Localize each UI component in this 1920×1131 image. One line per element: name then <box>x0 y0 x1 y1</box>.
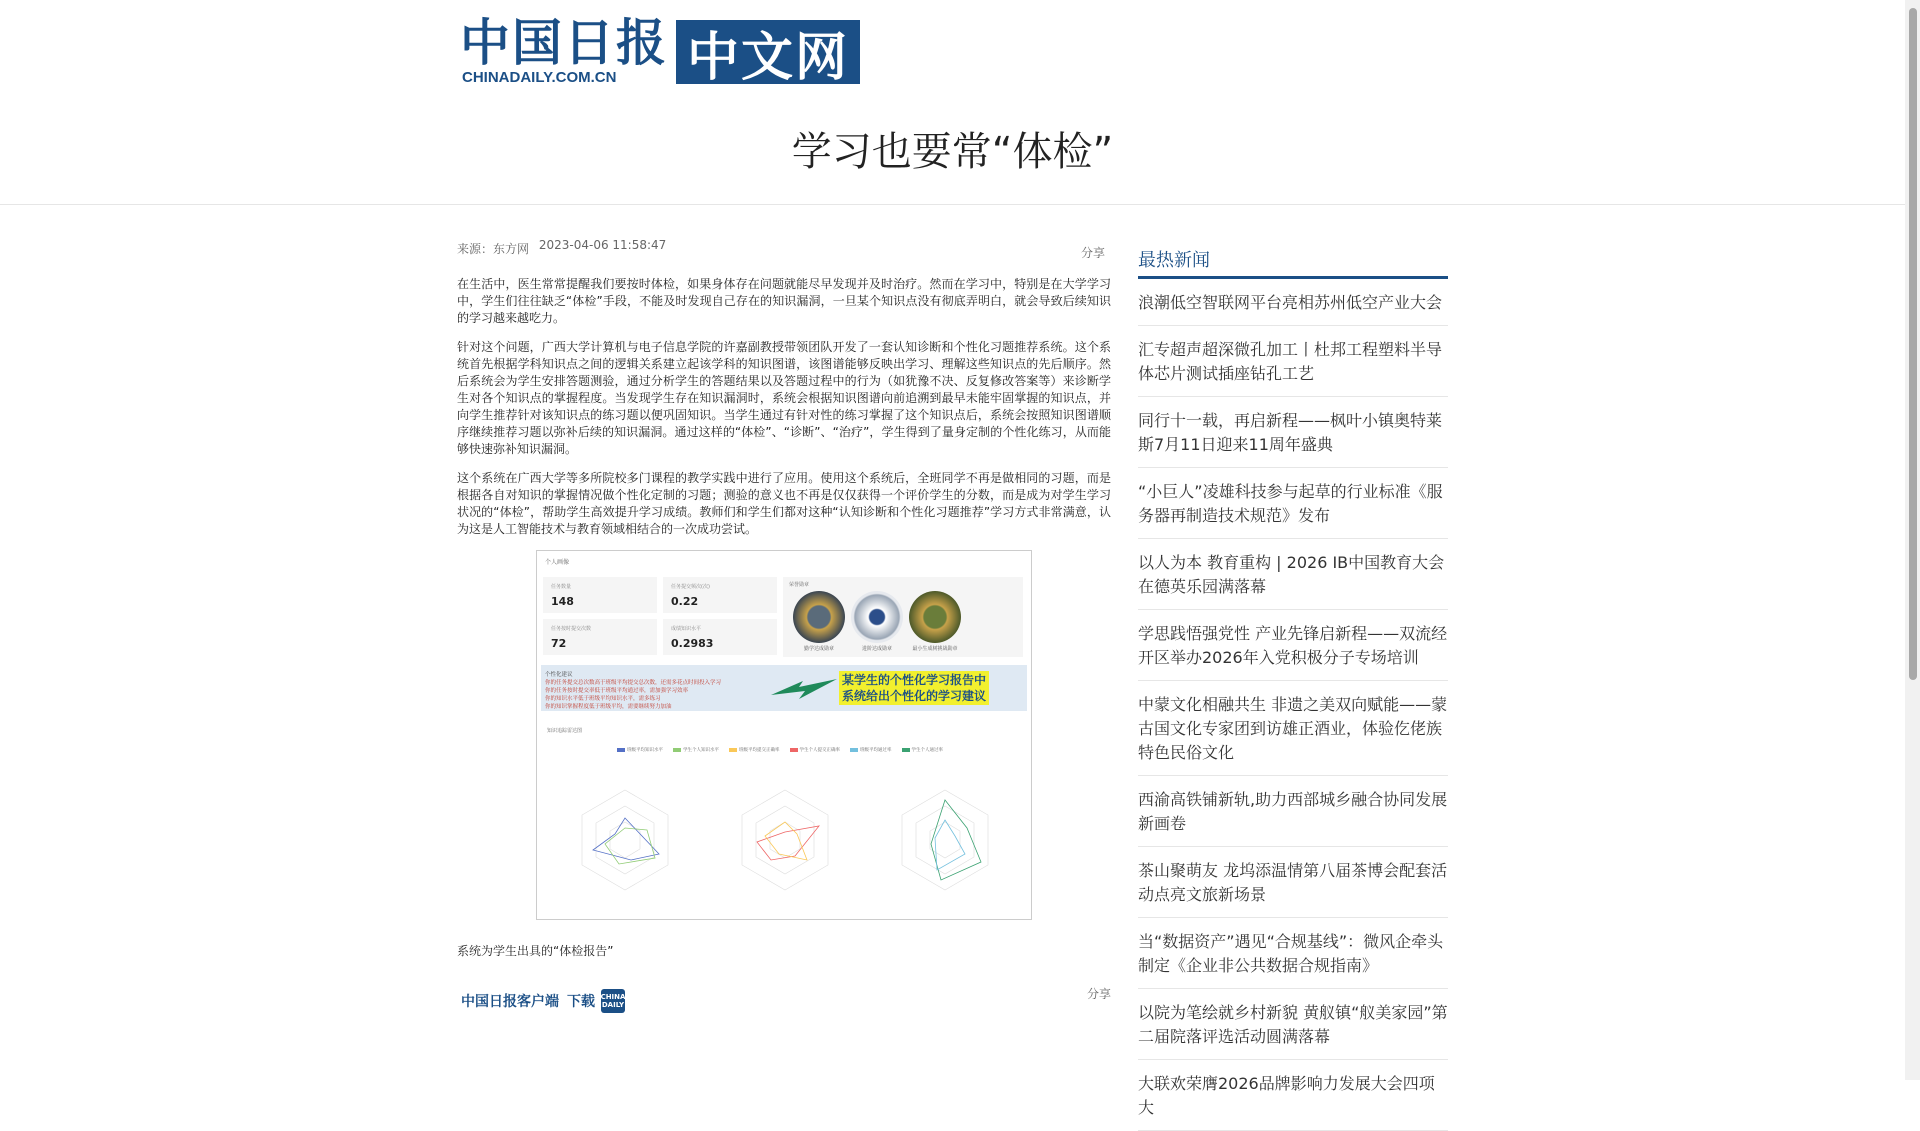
radar-chart <box>902 790 988 890</box>
paragraph-1: 在生活中，医生常常提醒我们要按时体检，如果身体存在问题就能尽早发现并及时治疗。然而在学习中，特别是在大学学习中，学生们往往缺乏“体检”手段，不能及时发现自己存在的知识漏洞，一旦某个知识点没有彻底弄明白，就会导致后续知识的学习越来越吃力。 <box>457 277 1111 325</box>
stat-value: 148 <box>551 595 574 608</box>
legend-item: 班级平均通过率 <box>850 747 892 753</box>
medal-icon <box>909 591 961 643</box>
source-name: 东方网 <box>493 242 530 256</box>
hot-news-item[interactable]: 学思践悟强党性 产业先锋启新程——双流经开区举办2026年入党积极分子专场培训 <box>1138 610 1448 681</box>
hot-news-item[interactable]: 同行十一载，再启新程——枫叶小镇奥特莱斯7月11日迎来11周年盛典 <box>1138 397 1448 468</box>
legend-item: 班级平均提交正确率 <box>729 747 780 753</box>
page-scrollbar[interactable] <box>1905 0 1920 1080</box>
share-button-bottom[interactable]: 分享 <box>1086 987 1111 1001</box>
chinese-site-logo[interactable]: 中文网 <box>676 20 860 84</box>
share-button-top[interactable]: 分享 <box>1080 246 1105 260</box>
arrow-icon <box>769 669 839 709</box>
article-main <box>457 240 1111 1013</box>
advice-line: 你的任务提交总次数高于班级平均提交总次数，还需多花点时间投入学习 <box>545 680 722 686</box>
legend-item: 学生个人提交正确率 <box>790 747 841 753</box>
app-name: 中国日报客户端 <box>461 994 559 1010</box>
advice-text <box>545 671 775 711</box>
medal-label: 勤学达成勋章 <box>803 646 834 652</box>
stat-card <box>663 577 777 613</box>
app-download-link[interactable] <box>461 989 625 1013</box>
legend-item: 学生个人通过率 <box>902 747 944 753</box>
china-daily-app-icon: CHINA DAILY <box>601 989 625 1013</box>
radar-legend <box>617 747 943 753</box>
stat-label: 任务数量 <box>551 584 572 590</box>
radar-charts <box>537 765 1031 915</box>
paragraph-2: 针对这个问题，广西大学计算机与电子信息学院的许嘉副教授带领团队开发了一套认知诊断和个性化习题推荐系统。这个系统首先根据学科知识点之间的逻辑关系建立起该学科的知识图谱，该图谱能够反映出学习、理解这些知识点的先后顺序。然后系统会为学生安排答题测验，通过分析学生的答题结果以及答题过程中的行为（如犹豫不决、反复修改答案等）来诊断学生对各个知识点的掌握程度。当发现学生存在知识漏洞时，系统会根据知识图谱向前追溯到最早未能牢固掌握的知识点，并向学生推荐针对该知识点的练习题以便巩固知识。当学生通过有针对性的练习掌握了这个知识点后，系统会按照知识图谱顺序继续推荐习题以弥补后续的知识漏洞。通过这样的“体检”、“诊断”、“治疗”，学生得到了量身定制的个性化练习，从而能够快速弥补知识漏洞。 <box>457 340 1111 456</box>
hot-news-sidebar <box>1138 246 1448 1131</box>
stat-label: 任务按时提交次数 <box>551 626 592 632</box>
page-title: 学习也要常“体检” <box>791 129 1114 175</box>
scrollbar-thumb[interactable] <box>1909 8 1917 680</box>
medal-panel <box>783 577 1023 657</box>
paragraph-3: 这个系统在广西大学等多所院校多门课程的教学实践中进行了应用。使用这个系统后，全班同学不再是做相同的习题，而是根据各自对知识的掌握情况做个性化定制的习题；测验的意义也不再是仅仅获得一个评价学生的分数，而是成为对学生学习状况的“体检”，帮助学生高效提升学习成绩。教师们和学生们都对这种“认知诊断和个性化习题推荐”学习方式非常满意，认为这是人工智能技术与教育领域相结合的一次成功尝试。 <box>457 471 1111 536</box>
hot-news-item[interactable]: 西渝高铁铺新轨,助力西部城乡融合协同发展新画卷 <box>1138 776 1448 847</box>
article-body <box>457 276 1111 538</box>
medal-label: 进阶达成勋章 <box>861 646 892 652</box>
figure-head: 个人画像 <box>545 559 570 566</box>
hot-news-item[interactable]: 汇专超声超深微孔加工丨杜邦工程塑料半导体芯片测试插座钻孔工艺 <box>1138 326 1448 397</box>
advice-title: 个性化建议 <box>545 672 573 678</box>
logo-cn-text: 中国日报 <box>460 13 668 72</box>
hot-news-item[interactable]: 当“数据资产”遇见“合规基线”：微风企牵头制定《企业非公共数据合规指南》 <box>1138 918 1448 989</box>
hot-news-item[interactable]: 茶山聚萌友 龙坞添温情第八届茶博会配套活动点亮文旅新场景 <box>1138 847 1448 918</box>
medal-icon <box>851 591 903 643</box>
hot-news-item[interactable]: 以院为笔绘就乡村新貌 黄舣镇“舣美家园”第二届院落评选活动圆满落幕 <box>1138 989 1448 1060</box>
china-daily-logo[interactable] <box>460 13 668 86</box>
legend-item: 班级平均知识水平 <box>617 747 663 753</box>
advice-highlight <box>839 671 989 705</box>
site-logo[interactable] <box>460 13 860 88</box>
advice-line: 你的任务按时提交率低于班级平均通过率，需加强学习效率 <box>545 688 689 694</box>
medal-head: 荣誉勋章 <box>789 582 810 588</box>
legend-item: 学生个人知识水平 <box>673 747 719 753</box>
publish-datetime: 2023-04-06 11:58:47 <box>538 238 667 252</box>
page-header <box>0 0 1905 205</box>
app-download-bar <box>457 983 1111 1013</box>
medal-icon <box>793 591 845 643</box>
stat-label: 任务提交频次(次) <box>671 584 710 590</box>
article-meta <box>457 240 1111 264</box>
stat-value: 0.22 <box>671 595 699 608</box>
logo-en-text: CHINADAILY.COM.CN <box>462 69 617 86</box>
medal-label: 最小生成树挑战勋章 <box>912 646 958 652</box>
radar-chart <box>582 790 668 890</box>
article-figure[interactable] <box>536 550 1032 920</box>
highlight-line: 某学生的个性化学习报告中 <box>842 673 987 687</box>
stat-card <box>543 619 657 655</box>
advice-panel <box>541 665 1027 711</box>
advice-line: 你的知识掌握程度低于班级平均，需要继续努力加油 <box>545 704 672 710</box>
download-label: 下载 <box>567 994 595 1010</box>
stat-value: 0.2983 <box>671 637 714 650</box>
hot-news-item[interactable]: 中蒙文化相融共生 非遗之美双向赋能——蒙古国文化专家团到访雄正酒业，体验仡佬族特色民俗文化 <box>1138 681 1448 776</box>
stat-card <box>663 619 777 655</box>
hot-news-item[interactable]: “小巨人”凌雄科技参与起草的行业标准《服务器再制造技术规范》发布 <box>1138 468 1448 539</box>
hot-news-item[interactable]: 大联欢荣膺2026品牌影响力发展大会四项大 <box>1138 1060 1448 1131</box>
stat-card <box>543 577 657 613</box>
source-label: 来源： <box>457 242 494 256</box>
hot-news-item[interactable]: 浪潮低空智联网平台亮相苏州低空产业大会 <box>1138 279 1448 326</box>
stat-value: 72 <box>551 637 567 650</box>
radar-chart <box>742 790 828 890</box>
hot-news-title: 最热新闻 <box>1138 246 1448 279</box>
advice-line: 你的知识水平低于班级平均知识水平，需多练习 <box>545 696 661 702</box>
figure-caption: 系统为学生出具的“体检报告” <box>457 944 614 958</box>
radar-head: 知识追踪雷达图 <box>547 728 583 734</box>
hot-news-item[interactable]: 以人为本 教育重构 | 2026 IB中国教育大会在德英乐园满落幕 <box>1138 539 1448 610</box>
highlight-line: 系统给出个性化的学习建议 <box>842 689 987 703</box>
stat-label: 成绩知识水平 <box>671 626 702 632</box>
